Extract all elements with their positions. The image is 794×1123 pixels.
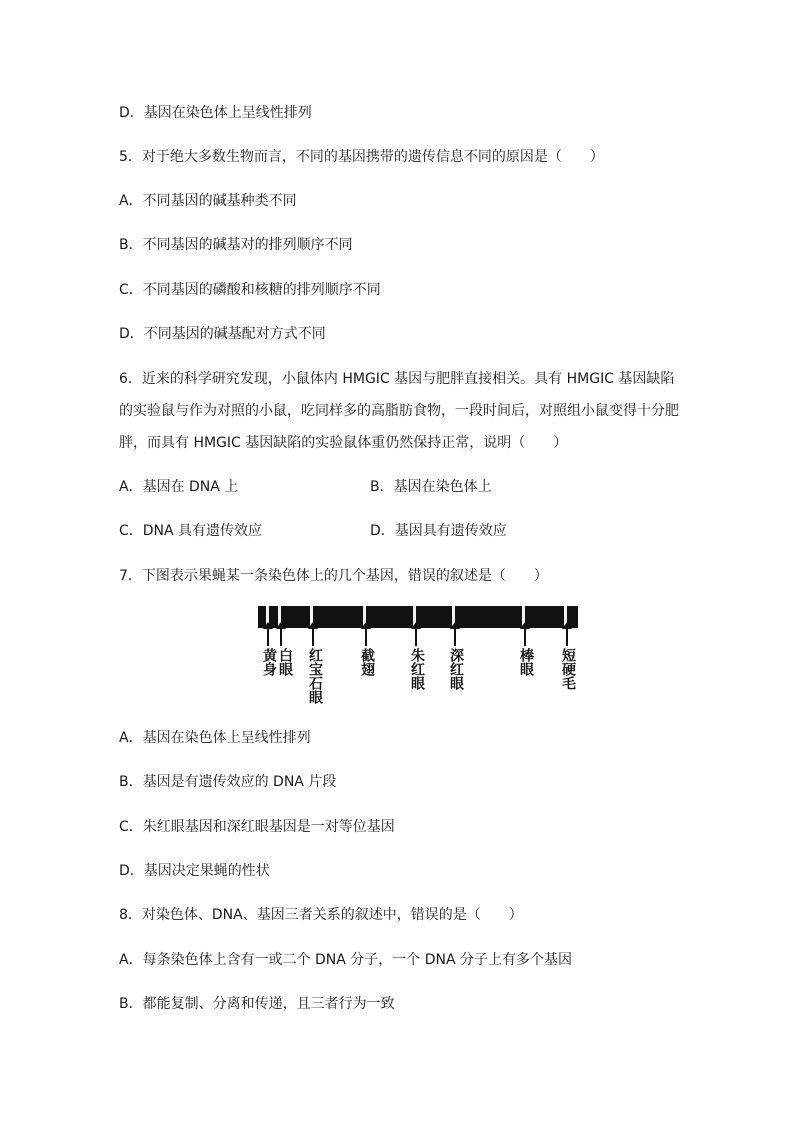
gene-label-garnet-eye: 深红眼: [448, 648, 464, 690]
q7-option-a: A．基因在染色体上呈线性排列: [119, 730, 311, 746]
question-6-line1: 6．近来的科学研究发现，小鼠体内 HMGIC 基因与肥胖直接相关。具有 HMGIC 基因缺陷: [119, 371, 675, 387]
arrow-icon: [454, 628, 456, 646]
arrow-icon: [524, 628, 526, 646]
question-7: 7．下图表示果蝇某一条染色体上的几个基因，错误的叙述是（ ）: [119, 568, 548, 584]
q7-option-c: C．朱红眼基因和深红眼基因是一对等位基因: [119, 819, 395, 835]
gene-label-white-eye: 白眼: [277, 648, 293, 676]
q7-option-d: D．基因决定果蝇的性状: [119, 863, 270, 879]
arrow-icon: [365, 628, 367, 646]
question-6-line3: 胖，而具有 HMGIC 基因缺陷的实验鼠体重仍然保持正常，说明（ ）: [119, 435, 568, 451]
gene-label-bar-eye: 棒眼: [518, 648, 534, 676]
q5-option-d: D．不同基因的碱基配对方式不同: [119, 326, 326, 342]
gene-label-yellow-body: 黄身: [261, 648, 277, 676]
q6-option-a: A．基因在 DNA 上: [119, 479, 239, 495]
chromosome-gene-figure: [258, 602, 580, 710]
gene-label-short-bristle: 短硬毛: [560, 648, 576, 690]
question-6-line2: 的实验鼠与作为对照的小鼠，吃同样多的高脂肪食物，一段时间后，对照组小鼠变得十分肥: [119, 403, 679, 419]
q6-option-b: B．基因在染色体上: [370, 479, 492, 495]
gene-label-ruby-eye: 红宝石眼: [307, 648, 323, 704]
q6-option-d: D．基因具有遗传效应: [370, 523, 507, 539]
gene-label-vermilion-eye: 朱红眼: [409, 648, 425, 690]
q5-option-a: A．不同基因的碱基种类不同: [119, 193, 297, 209]
gene-label-cut-wing: 截翅: [359, 648, 375, 676]
q5-option-b: B．不同基因的碱基对的排列顺序不同: [119, 237, 353, 253]
arrow-icon: [280, 628, 282, 646]
arrow-icon: [267, 628, 269, 646]
question-8: 8．对染色体、DNA、基因三者关系的叙述中，错误的是（ ）: [119, 907, 523, 923]
arrow-icon: [566, 628, 568, 646]
q5-option-c: C．不同基因的磷酸和核糖的排列顺序不同: [119, 282, 381, 298]
q7-option-b: B．基因是有遗传效应的 DNA 片段: [119, 774, 337, 790]
q8-option-b: B．都能复制、分离和传递，且三者行为一致: [119, 996, 395, 1012]
question-5: 5．对于绝大多数生物而言，不同的基因携带的遗传信息不同的原因是（ ）: [119, 149, 604, 165]
q6-option-c: C．DNA 具有遗传效应: [119, 523, 263, 539]
arrow-icon: [312, 628, 314, 646]
q8-option-a: A．每条染色体上含有一或二个 DNA 分子，一个 DNA 分子上有多个基因: [119, 952, 573, 968]
arrow-icon: [415, 628, 417, 646]
option-d-prev: D．基因在染色体上呈线性排列: [119, 105, 312, 121]
